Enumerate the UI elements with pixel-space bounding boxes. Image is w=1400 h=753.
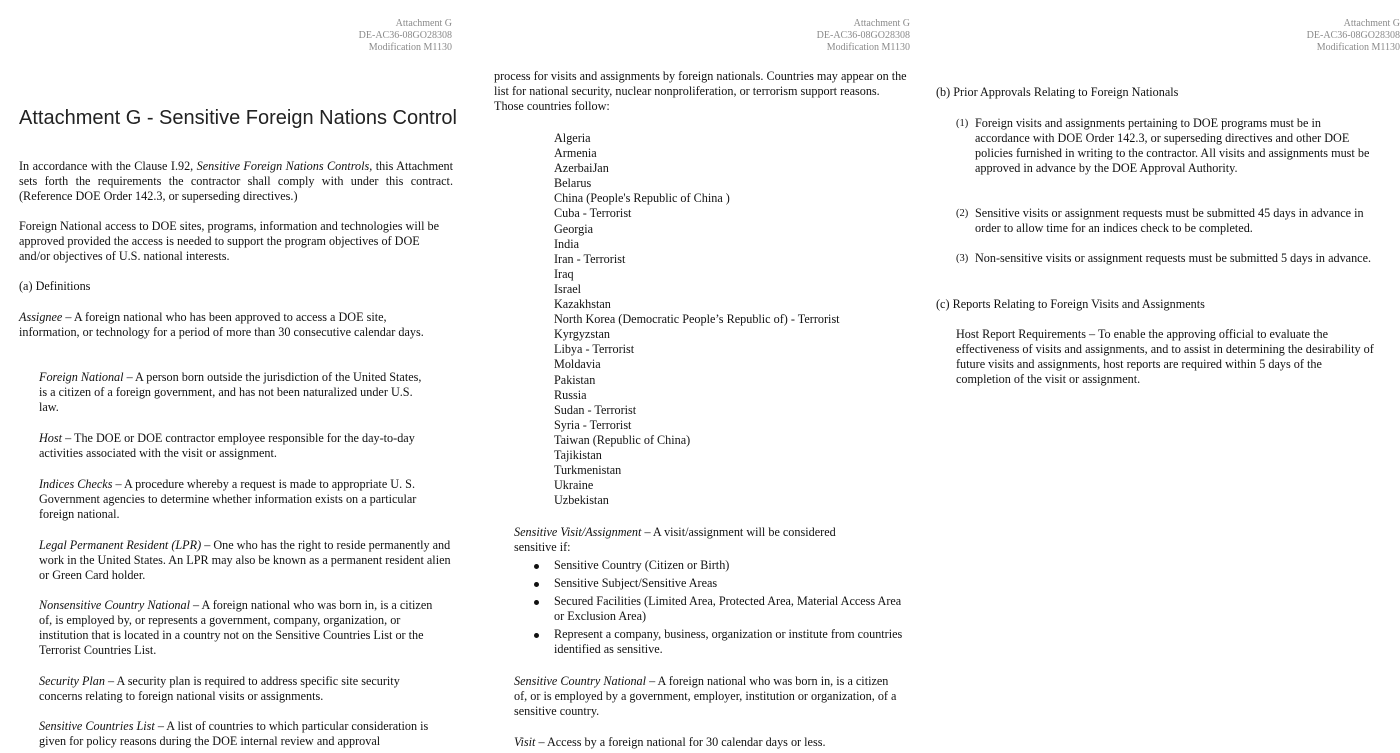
page-3 [924, 0, 1400, 753]
definition-term: Sensitive Countries List [39, 719, 155, 733]
country-item: Iran - Terrorist [554, 251, 626, 266]
country-item: Georgia [554, 221, 594, 236]
country-item: AzerbaiJan [554, 161, 609, 176]
country-item: Moldavia [554, 357, 601, 372]
definition [39, 538, 453, 583]
list-item-text: Sensitive Country (Citizen or Birth) [554, 558, 730, 572]
definition-text: – Access by a foreign national for 30 calendar days or less. [535, 735, 826, 749]
access-paragraph: Foreign National access to DOE sites, programs, information and technologies will be approved provided the access is needed to support the program objectives of DOE and/or objectives of U.S. national interests. [19, 219, 440, 264]
country-item: Cuba - Terrorist [554, 206, 632, 221]
header-line: Modification M1130 [826, 42, 910, 53]
item-number: (3) [956, 253, 969, 264]
definition-term: Assignee [19, 310, 63, 324]
list-item-text: Secured Facilities (Limited Area, Protected Area, Material Access Area or Exclusion Area) [554, 594, 902, 624]
page-header [817, 18, 910, 54]
definition [39, 431, 427, 461]
definition [39, 598, 437, 658]
definition-text: – A security plan is required to address specific site security concerns relating to foreign national visits or assignments. [39, 674, 400, 704]
header-line: DE-AC36-08GO28308 [1306, 30, 1400, 41]
bullet-icon [534, 582, 539, 587]
country-item: Pakistan [554, 372, 596, 387]
item-text: Foreign visits and assignments pertaining to DOE programs must be in accordance with DOE Order 142.3, or superseding directives and other DOE policies furnished in writing to the contractor. All visits and assignments must be approved in advance by the DOE Approval Authority. [975, 116, 1370, 176]
section-heading: (c) Reports Relating to Foreign Visits and Assignments [936, 297, 1205, 311]
country-item: China (People's Republic of China ) [554, 191, 730, 206]
list-item [514, 576, 914, 591]
numbered-item [956, 251, 1372, 266]
definition-text: – A foreign national who was born in, is a citizen of, is employed by, or represents a government, company, organization, or institution that is located in a country not on the Sensitive Countries List or the Terrorist Countries List. [39, 598, 433, 658]
list-item [514, 558, 914, 573]
page-header [1307, 18, 1400, 54]
list-item [514, 594, 914, 624]
list-item [514, 627, 914, 657]
intro-text: In accordance with the Clause I.92, [19, 159, 197, 173]
definition [514, 735, 914, 750]
country-item: Belarus [554, 176, 592, 191]
bullet-list [514, 558, 914, 658]
definition-text: – The DOE or DOE contractor employee responsible for the day-to-day activities associated with the visit or assignment. [39, 431, 415, 461]
header-line: DE-AC36-08GO28308 [816, 30, 910, 41]
item-number: (1) [956, 118, 969, 129]
definition-term: Security Plan [39, 674, 105, 688]
numbered-item [956, 206, 1372, 236]
country-item: Tajikistan [554, 447, 602, 462]
country-item: Algeria [554, 131, 591, 145]
country-item: Israel [554, 281, 582, 296]
bullet-icon [534, 633, 539, 638]
continuation-paragraph: process for visits and assignments by foreign nationals. Countries may appear on the list for national security, nuclear nonproliferation, or terrorism support reasons. Those countries follow: [494, 69, 907, 114]
host-report-paragraph: Host Report Requirements – To enable the approving official to evaluate the effectiveness of visits and assignments, and to assist in determining the desirability of future visits and assignments, host reports are required within 5 days of the completion of the visit or assignment. [956, 327, 1374, 387]
definition-term: Host [39, 431, 63, 445]
country-item: Taiwan (Republic of China) [554, 432, 691, 447]
definition-text: – A procedure whereby a request is made to appropriate U. S. Government agencies to determine whether information exists on a particular foreign national. [39, 477, 417, 522]
header-line: Attachment G [853, 18, 910, 29]
definition-term: Sensitive Visit/Assignment [514, 525, 642, 539]
country-item: Iraq [554, 266, 574, 281]
definition-text: – A visit/assignment will be considered sensitive if: [514, 525, 836, 555]
section-heading: (b) Prior Approvals Relating to Foreign Nationals [936, 85, 1179, 99]
bullet-icon [534, 564, 539, 569]
country-item: Kyrgyzstan [554, 327, 610, 342]
header-line: Attachment G [1343, 18, 1400, 29]
intro-paragraph [19, 159, 453, 204]
definition [514, 674, 898, 719]
header-line: DE-AC36-08GO28308 [358, 30, 452, 41]
header-line: Modification M1130 [368, 42, 452, 53]
list-item-text: Represent a company, business, organization or institute from countries identified as sensitive. [554, 627, 903, 657]
item-text: Sensitive visits or assignment requests must be submitted 45 days in advance in order to allow time for an indices check to be completed. [975, 206, 1364, 236]
definition-text: – One who has the right to reside permanently and work in the United States. An LPR may also be known as a permanent resident alien or Green Card holder. [39, 538, 451, 583]
page-title: Attachment G - Sensitive Foreign Nations Control [19, 107, 457, 129]
definition-term: Visit [514, 735, 536, 749]
country-item: Libya - Terrorist [554, 342, 635, 357]
definition-text: – A person born outside the jurisdiction of the United States, is a citizen of a foreign government, and has not been naturalized under U.S. law. [39, 370, 422, 415]
page-2 [462, 0, 924, 753]
definition-term: Sensitive Country National [514, 674, 647, 688]
bullet-icon [534, 600, 539, 605]
page-1 [0, 0, 462, 753]
header-line: Attachment G [395, 18, 452, 29]
definition [39, 719, 453, 749]
country-item: Turkmenistan [554, 463, 622, 478]
country-item: Armenia [554, 146, 597, 161]
definition [19, 310, 431, 340]
country-item: Ukraine [554, 478, 594, 493]
definition-term: Legal Permanent Resident (LPR) [39, 538, 202, 552]
item-text: Non-sensitive visits or assignment requests must be submitted 5 days in advance. [975, 251, 1372, 265]
definition [39, 674, 439, 704]
definition-term: Indices Checks [39, 477, 113, 491]
country-item: Uzbekistan [554, 493, 609, 508]
definition [514, 525, 874, 555]
intro-text: this Attachment sets forth the requirements the contractor shall comply with under this contract. (Reference DOE Order 142.3, or superseding directives.) [19, 159, 454, 204]
list-item-text: Sensitive Subject/Sensitive Areas [554, 576, 718, 591]
definition [39, 370, 427, 415]
definition-text: – A foreign national who has been approved to access a DOE site, information, or technology for a period of more than 30 consecutive calendar days. [19, 310, 424, 340]
country-list [554, 131, 914, 508]
definition-text: – A foreign national who was born in, is a citizen of, or is employed by a government, employer, institution or organization, of a sensitive country. [514, 674, 897, 719]
country-item: Syria - Terrorist [554, 417, 632, 432]
numbered-item [956, 116, 1372, 176]
country-item: Kazakhstan [554, 297, 611, 312]
definition-term: Nonsensitive Country National [39, 598, 190, 612]
definition [39, 477, 453, 522]
definition-term: Foreign National [39, 370, 124, 384]
country-item: Sudan - Terrorist [554, 402, 637, 417]
country-item: India [554, 236, 580, 251]
item-number: (2) [956, 208, 969, 219]
definition-text: – A list of countries to which particular consideration is given for policy reasons during the DOE internal review and approval [39, 719, 429, 749]
section-heading: (a) Definitions [19, 279, 91, 293]
header-line: Modification M1130 [1316, 42, 1400, 53]
page-header [359, 18, 452, 54]
clause-title: Sensitive Foreign Nations Controls, [196, 159, 373, 173]
country-item: North Korea (Democratic People’s Republic of) - Terrorist [554, 312, 840, 327]
country-item: Russia [554, 387, 587, 402]
